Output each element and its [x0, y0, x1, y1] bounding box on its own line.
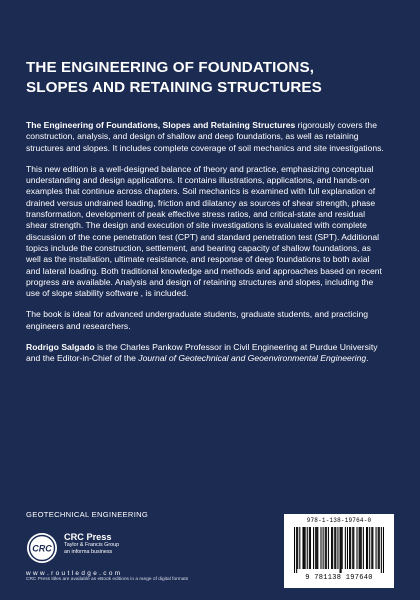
series-label: GEOTECHNICAL ENGINEERING: [26, 510, 149, 519]
isbn-barcode: [284, 514, 394, 588]
publisher-group: Taylor & Francis Group: [64, 542, 120, 548]
publisher-url: w w w . r o u t l e d g e . c o m: [26, 570, 121, 577]
title-line-1: THE ENGINEERING OF FOUNDATIONS,: [26, 59, 315, 76]
publisher-text: [64, 532, 119, 556]
barcode-icon: [294, 527, 384, 573]
publisher-business: an informa business: [64, 549, 113, 555]
blurb: [26, 120, 384, 365]
description-paragraph: This new edition is a well-designed balance of theory and practice, emphasizing conceptual understanding and design applications. It contains illustrations, applications, and hands-on examples that continue across chapters. Soil mechanics is examined with full explanation of drained versus undrained loading, friction and dilatancy as sources of shear strength, phase transformation, development of peak effective stress ratios, and critical-state and residual shear strength. The design and execution of site investigations is evaluated with complete discussion of the cone penetration test (CPT) and standard penetration test (SPT). Additional topics include the construction, settlement, and bearing capacity of shallow foundations, as well as the installation, ultimate resistance, and response of deep foundations to both axial and lateral loading. Both traditional knowledge and methods and approaches based on recent progress are available. Analysis and design of retaining structures and slopes, including the use of slope stability software , is included.: [26, 163, 382, 299]
title-line-2: SLOPES AND RETAINING STRUCTURES: [26, 79, 322, 96]
journal-name: Journal of Geotechnical and Geoenvironmental Engineering: [138, 353, 367, 364]
author-bio-text-2: .: [366, 353, 369, 364]
author-bio: [26, 342, 384, 365]
publisher-name: CRC Press: [64, 532, 112, 542]
ebook-footnote: CRC Press titles are available as eBook editions in a range of digital formats: [26, 577, 189, 582]
isbn-top-text: 978-1-138-19764-0: [306, 517, 372, 524]
book-title: [26, 0, 384, 98]
crc-logo-text: CRC: [32, 543, 52, 554]
isbn-bottom-text: 9 781138 197640: [305, 574, 373, 582]
author-name: Rodrigo Salgado: [26, 342, 95, 353]
intro-text: rigorously covers the construction, analysis, and design of shallow and deep foundations, as well as retaining structures and slopes. It includes complete coverage of soil mechanics and site investigations.: [26, 120, 384, 153]
crc-logo-icon: [26, 532, 58, 564]
intro-book-title: The Engineering of Foundations, Slopes and Retaining Structures: [26, 120, 296, 130]
intro-paragraph: [26, 120, 384, 154]
audience-paragraph: The book is ideal for advanced undergraduate students, graduate students, and practicing engineers and researchers.: [26, 309, 369, 331]
publisher-block: [26, 528, 226, 577]
author-bio-text-1: is the Charles Pankow Professor in Civil Engineering at Purdue University and the Editor-in-Chief of the: [26, 342, 378, 364]
